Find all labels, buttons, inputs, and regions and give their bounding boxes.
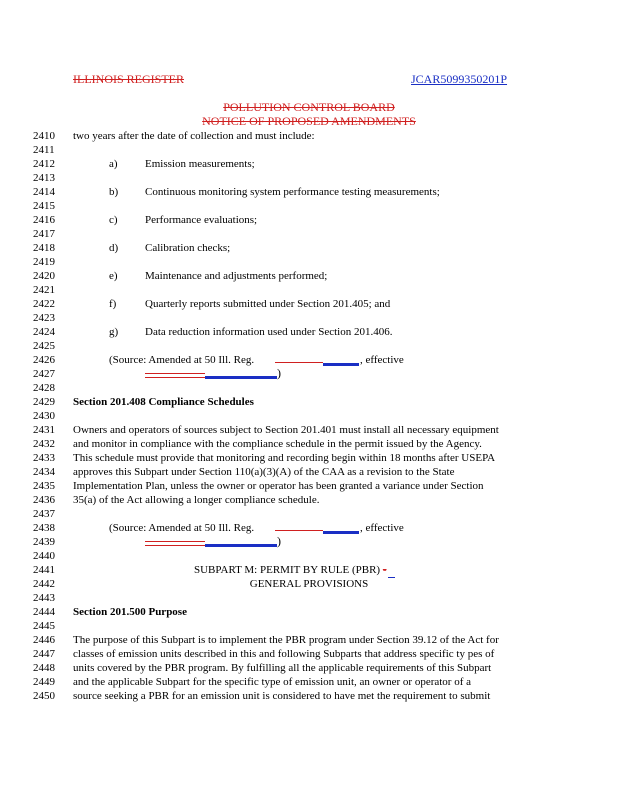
line-number: 2435 bbox=[33, 480, 55, 492]
line-number: 2434 bbox=[33, 466, 55, 478]
line-number: 2429 bbox=[33, 396, 55, 408]
deleted-blank bbox=[275, 362, 323, 363]
line-number: 2441 bbox=[33, 564, 55, 576]
source-suffix: , effective bbox=[360, 522, 404, 534]
line-number: 2419 bbox=[33, 256, 55, 268]
line-number: 2438 bbox=[33, 522, 55, 534]
line-number: 2422 bbox=[33, 298, 55, 310]
line-number: 2431 bbox=[33, 424, 55, 436]
item-label: f) bbox=[109, 298, 117, 310]
body-line: approves this Subpart under Section 110(a)(3)(A) of the CAA as a revision to the State bbox=[73, 466, 455, 478]
inserted-dash bbox=[388, 564, 395, 578]
line-number: 2426 bbox=[33, 354, 55, 366]
line-number: 2420 bbox=[33, 270, 55, 282]
item-text: Continuous monitoring system performance testing measurements; bbox=[145, 186, 440, 198]
line-number: 2417 bbox=[33, 228, 55, 240]
line-number: 2444 bbox=[33, 606, 55, 618]
line-number: 2443 bbox=[33, 592, 55, 604]
line-number: 2423 bbox=[33, 312, 55, 324]
line-number: 2449 bbox=[33, 676, 55, 688]
line-number: 2410 bbox=[33, 130, 55, 142]
deleted-blank bbox=[145, 541, 205, 546]
subpart-title: SUBPART M: PERMIT BY RULE (PBR) bbox=[194, 564, 383, 576]
body-line: Owners and operators of sources subject to Section 201.401 must install all necessary equipment bbox=[73, 424, 499, 436]
body-line: 35(a) of the Act allowing a longer compliance schedule. bbox=[73, 494, 320, 506]
deleted-blank bbox=[145, 373, 205, 378]
source-prefix: (Source: Amended at 50 Ill. Reg. bbox=[109, 354, 255, 366]
line-number: 2421 bbox=[33, 284, 55, 296]
item-label: b) bbox=[109, 186, 119, 198]
inserted-blank bbox=[323, 531, 359, 534]
deleted-dash: - bbox=[382, 564, 387, 576]
line-number: 2416 bbox=[33, 214, 55, 226]
body-line: This schedule must provide that monitoring and recording begin within 18 months after USEPA bbox=[73, 452, 496, 464]
section-heading: Section 201.500 Purpose bbox=[73, 606, 187, 618]
line-number: 2414 bbox=[33, 186, 55, 198]
line-number: 2437 bbox=[33, 508, 55, 520]
line-number: 2432 bbox=[33, 438, 55, 450]
line-number: 2445 bbox=[33, 620, 55, 632]
line-number: 2448 bbox=[33, 662, 55, 674]
source-suffix: , effective bbox=[360, 354, 404, 366]
source-close: ) bbox=[277, 534, 281, 548]
body-line: and the applicable Subpart for the specific type of emission unit, an owner or operator of a bbox=[73, 676, 472, 688]
deleted-blank bbox=[275, 530, 323, 531]
line-number: 2428 bbox=[33, 382, 55, 394]
inserted-blank bbox=[323, 363, 359, 366]
item-text: Data reduction information used under Section 201.406. bbox=[145, 326, 393, 338]
item-text: Calibration checks; bbox=[145, 242, 231, 254]
source-close: ) bbox=[277, 366, 281, 380]
section-heading: Section 201.408 Compliance Schedules bbox=[73, 396, 254, 408]
item-label: c) bbox=[109, 214, 118, 226]
body-line: Implementation Plan, unless the owner or operator has been granted a variance under Section bbox=[73, 480, 484, 492]
register-title: ILLINOIS REGISTER bbox=[73, 72, 184, 86]
line-number: 2427 bbox=[33, 368, 55, 380]
line-number: 2425 bbox=[33, 340, 55, 352]
body-line: units covered by the PBR program. By fulfilling all the applicable requirements of this Subpart bbox=[73, 662, 492, 674]
line-number: 2433 bbox=[33, 452, 55, 464]
subpart-subtitle: GENERAL PROVISIONS bbox=[249, 578, 369, 590]
line-number: 2415 bbox=[33, 200, 55, 212]
line-number: 2436 bbox=[33, 494, 55, 506]
body-line: The purpose of this Subpart is to implement the PBR program under Section 39.12 of the Act for bbox=[73, 634, 499, 646]
line-number: 2413 bbox=[33, 172, 55, 184]
subpart-heading bbox=[194, 564, 395, 578]
item-label: g) bbox=[109, 326, 119, 338]
body-line: source seeking a PBR for an emission unit is considered to have met the requirement to submit bbox=[73, 690, 491, 702]
line-number: 2450 bbox=[33, 690, 55, 702]
item-label: a) bbox=[109, 158, 118, 170]
item-text: Maintenance and adjustments performed; bbox=[145, 270, 328, 282]
source-prefix: (Source: Amended at 50 Ill. Reg. bbox=[109, 522, 255, 534]
intro-text: two years after the date of collection and must include: bbox=[73, 130, 315, 142]
line-number: 2439 bbox=[33, 536, 55, 548]
line-number: 2430 bbox=[33, 410, 55, 422]
item-text: Quarterly reports submitted under Section 201.405; and bbox=[145, 298, 391, 310]
inserted-blank bbox=[205, 376, 277, 379]
line-number: 2418 bbox=[33, 242, 55, 254]
inserted-blank bbox=[205, 544, 277, 547]
item-text: Performance evaluations; bbox=[145, 214, 258, 226]
line-number: 2412 bbox=[33, 158, 55, 170]
board-title: POLLUTION CONTROL BOARD bbox=[223, 100, 395, 114]
item-label: e) bbox=[109, 270, 118, 282]
notice-title: NOTICE OF PROPOSED AMENDMENTS bbox=[202, 114, 416, 128]
line-number: 2447 bbox=[33, 648, 55, 660]
line-number: 2440 bbox=[33, 550, 55, 562]
line-number: 2446 bbox=[33, 634, 55, 646]
line-number: 2411 bbox=[33, 144, 55, 156]
item-text: Emission measurements; bbox=[145, 158, 255, 170]
body-line: classes of emission units described in this and following Subparts that address specific ty pes of bbox=[73, 648, 495, 660]
body-line: and monitor in compliance with the compliance schedule in the permit issued by the Agency. bbox=[73, 438, 482, 450]
line-number: 2424 bbox=[33, 326, 55, 338]
line-number: 2442 bbox=[33, 578, 55, 590]
jcar-code-link[interactable]: JCAR5099350201P bbox=[411, 72, 508, 86]
item-label: d) bbox=[109, 242, 119, 254]
